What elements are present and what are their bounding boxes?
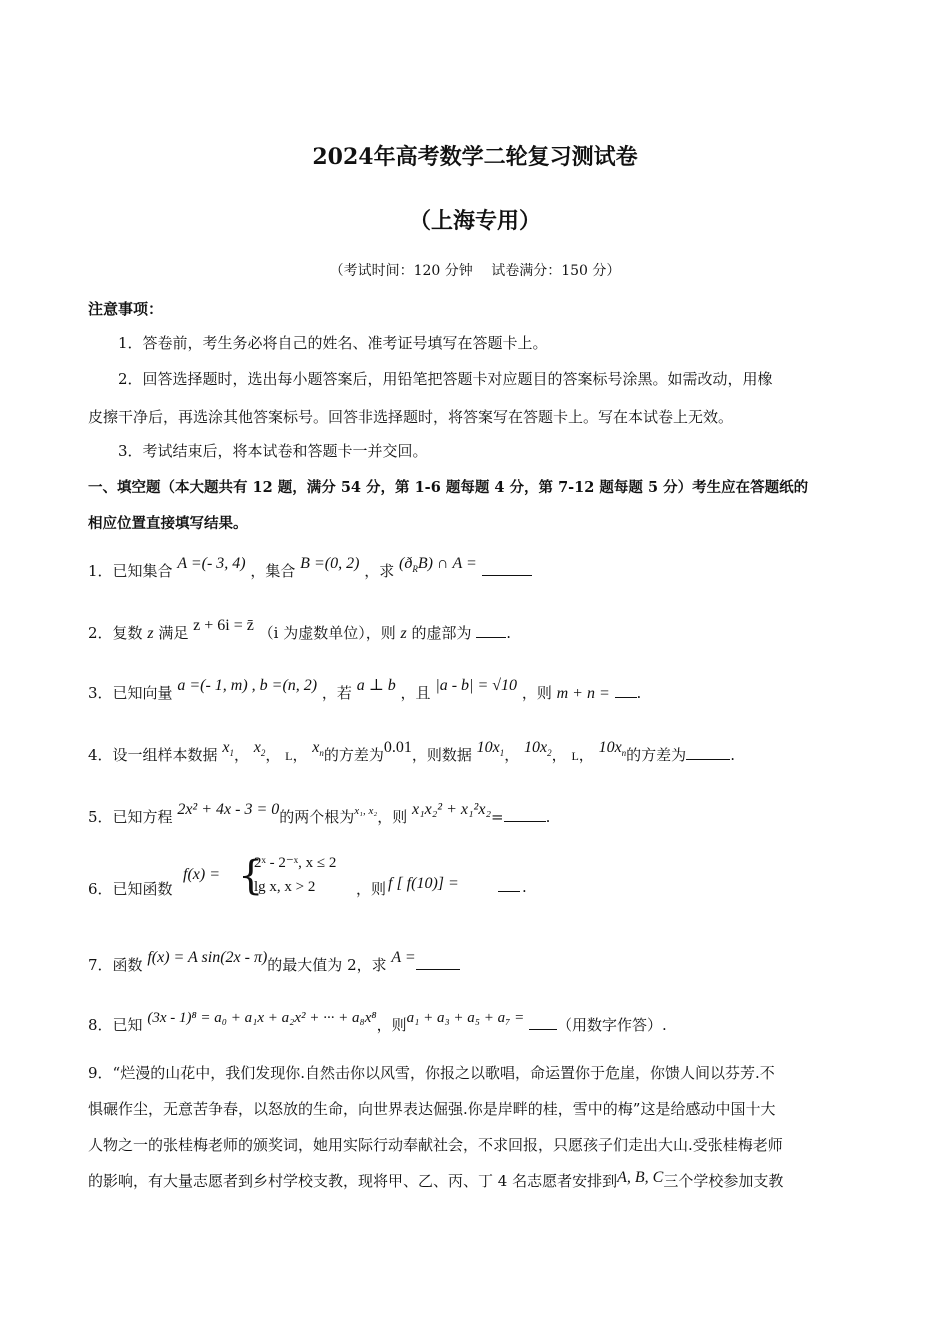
question-9-line-2: 惧碾作尘，无意苦争春，以怒放的生命，向世界表达倔强.你是岸畔的桂，雪中的梅”这是给感动中国十大 [88,1100,776,1118]
math-expr: 2x² + 4x - 3 = 0 [177,801,280,818]
math-expr [476,739,505,759]
math-expr: A, B, C [617,1169,664,1186]
math-expr: B =(0, 2) [300,555,360,572]
question-7 [88,949,868,975]
notice-item-2-cont: 皮擦干净后，再选涂其他答案标号。回答非选择题时，将答案写在答题卡上。写在本试卷上无效。 [88,408,734,426]
math-expr: |a - b| = √10 [435,677,518,694]
question-text: 4．设一组样本数据 [88,746,218,764]
question-text: = [491,808,504,826]
math-expr [398,555,477,575]
question-4: 4．设一组样本数据 $x_1$， $x_2$， L， $x_n$的方差为0.01，则数据 $10x_1$， $10x_2$， L， $10x_n$的方差为 . [88,739,735,764]
question-text: 5．已知方程 [88,808,173,826]
question-8 [88,1010,868,1035]
math-expr: x₁, x₂ [354,805,378,817]
math-subscript: n [319,748,324,759]
question-text: （i 为虚数单位），则 [258,624,396,642]
question-text: 的影响，有大量志愿者到乡村学校支教，现将甲、乙、丙、丁 4 名志愿者安排到 [88,1172,618,1190]
answer-blank[interactable] [482,561,532,576]
math-part: (ð [398,555,413,572]
exam-info: （考试时间：120 分钟 试卷满分：150 分） [329,263,621,279]
math-expr [222,739,234,759]
question-3 [88,677,868,703]
math-var: z [400,625,407,642]
math-expr [312,739,324,759]
notice-heading: 注意事项： [88,300,164,318]
ellipsis-glyph: L [571,749,579,763]
answer-blank[interactable] [615,683,637,698]
question-text: ，集合 [250,562,296,580]
answer-blank[interactable] [504,807,546,822]
question-text: 2．复数 [88,624,143,642]
question-9-line-4 [88,1170,868,1191]
question-text: ，则 [521,684,552,702]
math-expr: f(x) = [183,866,220,883]
math-expr: a =(- 1, m) , b =(n, 2) [177,677,318,694]
question-text: ，则数据 [411,746,472,764]
question-9-line-1: 9．“烂漫的山花中，我们发现你.自然击你以风雪，你报之以歌唱，命运置你于危崖，你馈人间以芬芳.不 [88,1064,775,1082]
answer-blank[interactable] [529,1015,557,1030]
math-expr: (3x - 1)⁸ = a₀ + a₁x + a₂x² + ··· + a₈x⁸ [147,1010,377,1026]
question-1 [88,555,868,582]
notice-item-2: 2．回答选择题时，选出每小题答案后，用铅笔把答题卡对应题目的答案标号涂黑。如需改动，用橡 [118,370,773,388]
question-text: 的方差为 [626,746,687,764]
math-var: x [312,739,320,756]
math-var: 10x [476,739,500,756]
math-expr: 0.01 [383,739,412,756]
question-text: 三个学校参加支教 [663,1172,784,1190]
question-text: 3．已知向量 [88,684,173,702]
question-9-line-3: 人物之一的张桂梅老师的颁奖词，她用实际行动奉献社会，不求回报，只愿孩子们走出大山.受张桂梅老师 [88,1136,783,1154]
notice-item-3: 3．考试结束后，将本试卷和答题卡一并交回。 [118,442,428,460]
math-subscript: n [621,748,627,759]
ellipsis-glyph: L [285,749,293,763]
math-expr [524,739,552,759]
math-expr: f [ f(10)] = [388,875,459,892]
question-text: 8．已知 [88,1016,143,1034]
brace-glyph: { [238,853,264,899]
notice-item-1: 1．答卷前，考生务必将自己的姓名、准考证号填写在答题卡上。 [118,334,548,352]
math-expr [253,739,266,759]
math-expr: A =(- 3, 4) [177,555,246,572]
math-expr: a₁ + a₃ + a₅ + a₇ = [406,1010,525,1026]
question-text: 6．已知函数 [88,880,173,898]
question-text: 满足 [158,624,189,642]
question-2: 2．复数 z 满足 z + 6i = z̄ （i 为虚数单位），则 z 的虚部为 . [88,617,512,642]
math-expr [598,739,627,759]
question-text: 的最大值为 2，求 [267,956,387,974]
question-text: ，若 [321,684,352,702]
math-case: 2ˣ - 2⁻ˣ, x ≤ 2 [254,855,337,871]
question-text: 的虚部为 [411,624,472,642]
math-expr: z + 6i = z̄ [193,617,254,634]
math-subscript: R [412,564,418,575]
math-var: z [147,625,154,642]
math-var: 10x [598,739,622,756]
section-heading-cont: 相应位置直接填写结果。 [88,515,248,532]
math-expr: m + n = [556,685,610,702]
question-text: ，且 [400,684,431,702]
math-subscript: 2 [547,748,552,759]
page-title: 2024年高考数学二轮复习测试卷 [312,144,638,170]
math-subscript: 1 [229,748,234,759]
question-5: 5．已知方程 2x² + 4x - 3 = 0的两个根为$^{x_1, x_2}$，则 x₁x₂² + x₁²x₂= . [88,801,551,826]
answer-blank[interactable] [476,623,506,638]
section-heading: 一、填空题（本大题共有 12 题，满分 54 分，第 1-6 题每题 4 分，第 7-12 题每题 5 分）考生应在答题纸的 [88,479,809,496]
math-expr: a ⊥ b [356,677,396,694]
math-subscript: 2 [260,748,266,759]
page-subtitle: （上海专用） [408,208,541,234]
math-expr: A = [391,949,416,966]
question-text: （用数字作答）. [557,1016,667,1034]
math-subscript: 1 [499,748,505,759]
question-text: ，则 [356,880,387,898]
question-6 [88,853,868,905]
math-part: B) ∩ A = [417,555,477,572]
question-text: 的方差为 [323,746,384,764]
question-text: 7．函数 [88,956,143,974]
math-case: lg x, x > 2 [254,879,316,895]
math-var: 10x [524,739,548,756]
answer-blank[interactable] [498,877,520,892]
question-text: ，则 [376,1016,407,1034]
math-expr: x₁x₂² + x₁²x₂ [411,801,492,818]
math-var: x [222,739,230,756]
question-text: . [522,878,527,896]
answer-blank[interactable] [686,745,730,760]
question-text: 的两个根为 [279,808,355,826]
question-text: ，求 [364,562,395,580]
math-expr: f(x) = A sin(2x - π) [147,949,268,966]
question-text: 1．已知集合 [88,562,173,580]
answer-blank[interactable] [416,955,460,970]
question-text: . [636,684,642,702]
math-var: x [253,739,261,756]
